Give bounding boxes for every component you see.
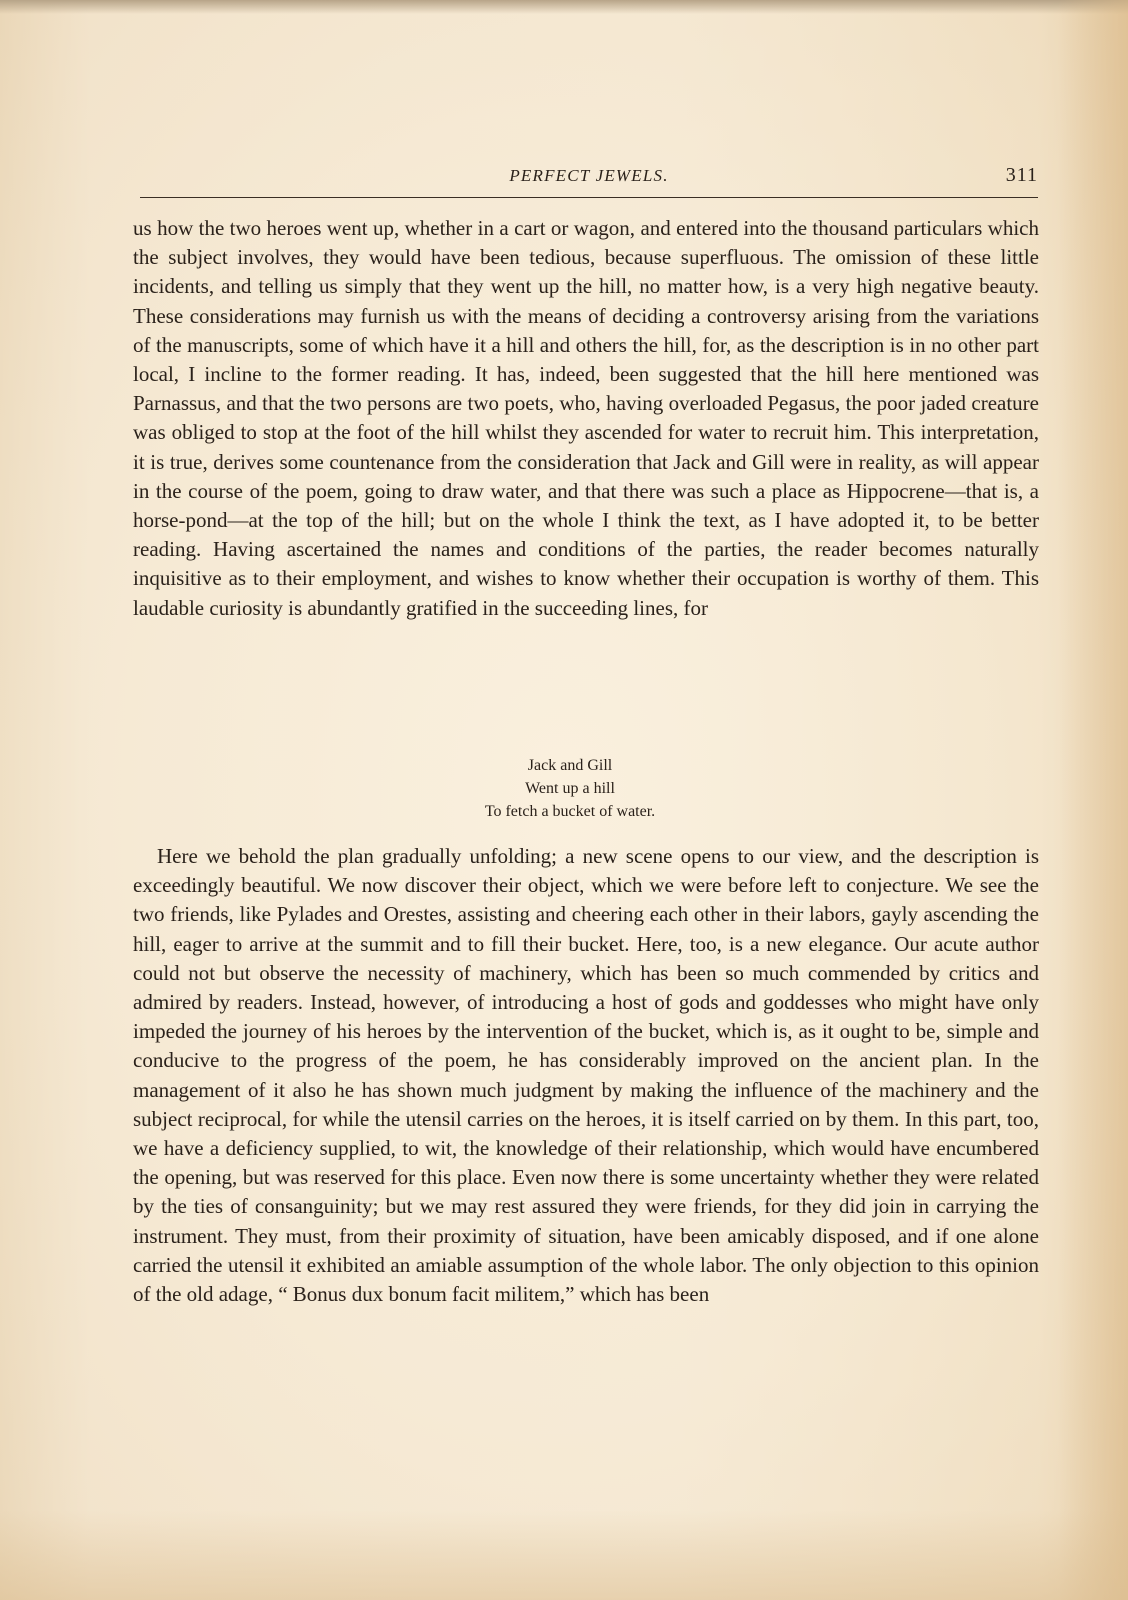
page-top-edge-shadow (0, 0, 1128, 14)
running-title: PERFECT JEWELS. (509, 166, 669, 185)
verse-line-2: Went up a hill (525, 780, 615, 797)
page-bottom-stain (0, 1510, 1128, 1600)
page-number: 311 (1005, 164, 1038, 186)
page-edge-stain (1058, 0, 1128, 1600)
body-paragraph-1: us how the two heroes went up, whether in a cart or wagon, and entered into the thousand particulars which the subject involves, they would have been tedious, because superfluous. The omission of these little incidents, and telling us simply that they went up the hill, no matter how, is a very high negative beauty. These considerations may furnish us with the means of deciding a controversy arising from the variations of the manuscripts, some of which have it a hill and others the hill, for, as the description is in no other part local, I incline to the former reading. It has, indeed, been suggested that the hill here mentioned was Parnassus, and that the two persons are two poets, who, having overloaded Pegasus, the poor jaded creature was obliged to stop at the foot of the hill whilst they ascended for water to recruit him. This interpretation, it is true, derives some countenance from the consideration that Jack and Gill were in reality, as will appear in the course of the poem, going to draw water, and that there was such a place as Hippocrene—that is, a horse-pond—at the top of the hill; but on the whole I think the text, as I have adopted it, to be better reading. Having ascertained the names and conditions of the parties, the reader becomes naturally inquisitive as to their employment, and wishes to know whether their occupation is worthy of them. This laudable curiosity is abundantly gratified in the succeeding lines, for (133, 216, 1039, 620)
running-header (140, 164, 1038, 196)
body-paragraph-2: Here we behold the plan gradually unfolding; a new scene opens to our view, and the description is exceedingly beautiful. We now discover their object, which we were before left to conjecture. We see the two friends, like Pylades and Orestes, assisting and cheering each other in their labors, gayly ascending the hill, eager to arrive at the summit and to fill their bucket. Here, too, is a new elegance. Our acute author could not but observe the necessity of machinery, which has been so much commended by critics and admired by readers. Instead, however, of introducing a host of gods and goddesses who might have only impeded the journey of his heroes by the intervention of the bucket, which is, as it ought to be, simple and conducive to the progress of the poem, he has considerably improved on the ancient plan. In the management of it also he has shown much judgment by making the influence of the machinery and the subject reciprocal, for while the utensil carries on the heroes, it is itself carried on by them. In this part, too, we have a deficiency supplied, to wit, the knowledge of their relationship, which would have encumbered the opening, but was reserved for this place. Even now there is some uncertainty whether they were related by the ties of consanguinity; but we may rest assured they were friends, for they did join in carrying the instrument. They must, from their proximity of situation, have been amicably disposed, and if one alone carried the utensil it exhibited an amiable assumption of the whole labor. The only objection to this opinion of the old adage, “ Bonus dux bonum facit militem,” which has been (133, 844, 1039, 1307)
verse-line-1: Jack and Gill (527, 757, 613, 774)
header-rule (140, 197, 1038, 198)
verse-quotation (340, 754, 800, 823)
verse-line-3: To fetch a bucket of water. (484, 803, 656, 820)
